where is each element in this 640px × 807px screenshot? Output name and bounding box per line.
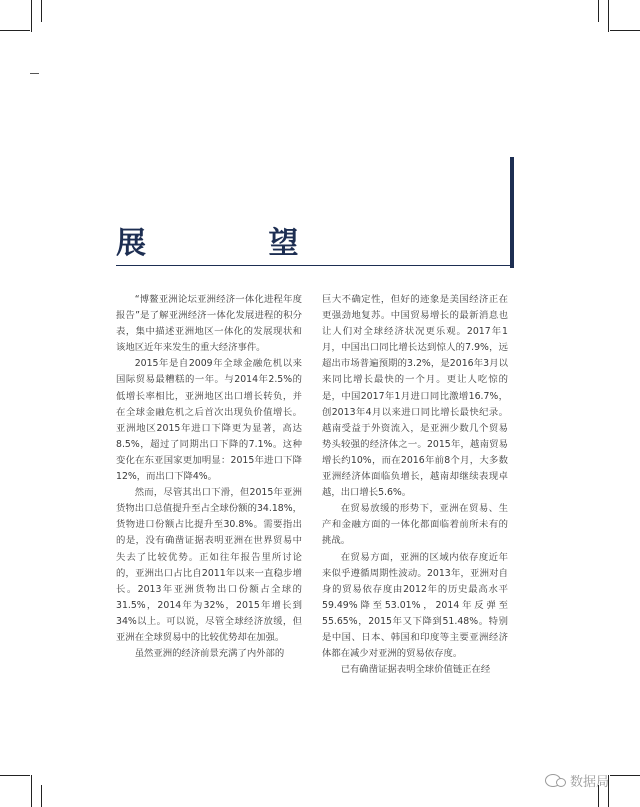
crop-mark-bl-v2 (41, 785, 42, 807)
page-title: 展 望 (116, 226, 355, 261)
paragraph: 已有确凿证据表明全球价值链正在经 (340, 664, 491, 676)
accent-vertical-bar (510, 157, 514, 268)
left-column (116, 292, 302, 712)
crop-mark-tr-h (610, 30, 640, 31)
crop-mark-br-h (610, 775, 640, 776)
wechat-icon (545, 774, 561, 787)
watermark (545, 771, 609, 790)
paragraph: “博鳌亚洲论坛亚洲经济一体化进程年度报告”是了解亚洲经济一体化发展进程的积分表，集中描述亚洲地区一体化的发展现状和该地区近年来发生的重大经济事件。 (116, 294, 302, 354)
paragraph: 虽然亚洲的经济前景充满了内外部的 (134, 648, 285, 660)
crop-mark-tl-v (31, 0, 32, 32)
paragraph: 巨大不确定性，但好的迹象是美国经济正在更强劲地复苏。中国贸易增长的最新消息也让人们对全球经济状况更乐观。2017年1月，中国出口同比增长达到惊人的7.9%，远超出市场普遍预期的3.2%，是2016年3月以来同比增长最快的一个月。更让人吃惊的是，中国2017年1月进口同比激增16.7%，创2013年4月以来进口同比增长最快纪录。越南受益于外资流入，是亚洲少数几个贸易势头较强的经济体之一。2015年，越南贸易增长约10%，而在2016年前8个月，大多数亚洲经济体面临负增长，越南却继续表现卓越，出口增长5.6%。 (322, 294, 508, 499)
crop-mark-tl-h (0, 30, 30, 31)
crop-mark-tr-v2 (598, 0, 599, 22)
right-column (322, 292, 508, 712)
crop-mark-tr-v (608, 0, 609, 32)
watermark-label: 数据局 (570, 775, 610, 790)
paragraph: 在贸易方面，亚洲的区域内依存度近年来似乎遵循周期性波动。2013年，亚洲对自身的贸易依存度由2012年的历史最高水平59.49%降至53.01%，2014年反弹至55.65%，2015年又下降到51.48%。特别是中国、日本、韩国和印度等主要亚洲经济体都在减少对亚洲的贸易依存度。 (322, 551, 508, 660)
crop-mark-bl-v (31, 775, 32, 807)
paragraph: 2015年是自2009年全球金融危机以来国际贸易最糟糕的一年。与2014年2.5%的低增长率相比，亚洲地区出口增长转负，并在全球金融危机之后首次出现负价值增长。亚洲地区2015年进口下降更为显著，高达8.5%，超过了同期出口下降的7.1%。这种变化在东亚国家更加明显：2015年进口下降12%，而出口下降4%。 (116, 358, 302, 483)
crop-mark-bl-h (0, 775, 30, 776)
title-underline (116, 265, 514, 266)
paragraph: 然而，尽管其出口下滑，但2015年亚洲货物出口总值提升至占全球份额的34.18%，货物进口份额占比提升至30.8%。需要指出的是，没有确凿证据表明亚洲在世界贸易中失去了比较优势。正如往年报告里所讨论的，亚洲出口占比自2011年以来一直稳步增长。2013年亚洲货物出口份额占全球的31.5%，2014年为32%，2015年增长到34%以上。可以说，尽管全球经济放缓，但亚洲在全球贸易中的比较优势却在加强。 (116, 487, 302, 643)
page-marker-dash (30, 73, 39, 74)
crop-mark-tl-v2 (41, 0, 42, 22)
paragraph: 在贸易放缓的形势下，亚洲在贸易、生产和金融方面的一体化都面临着前所未有的挑战。 (322, 503, 508, 547)
